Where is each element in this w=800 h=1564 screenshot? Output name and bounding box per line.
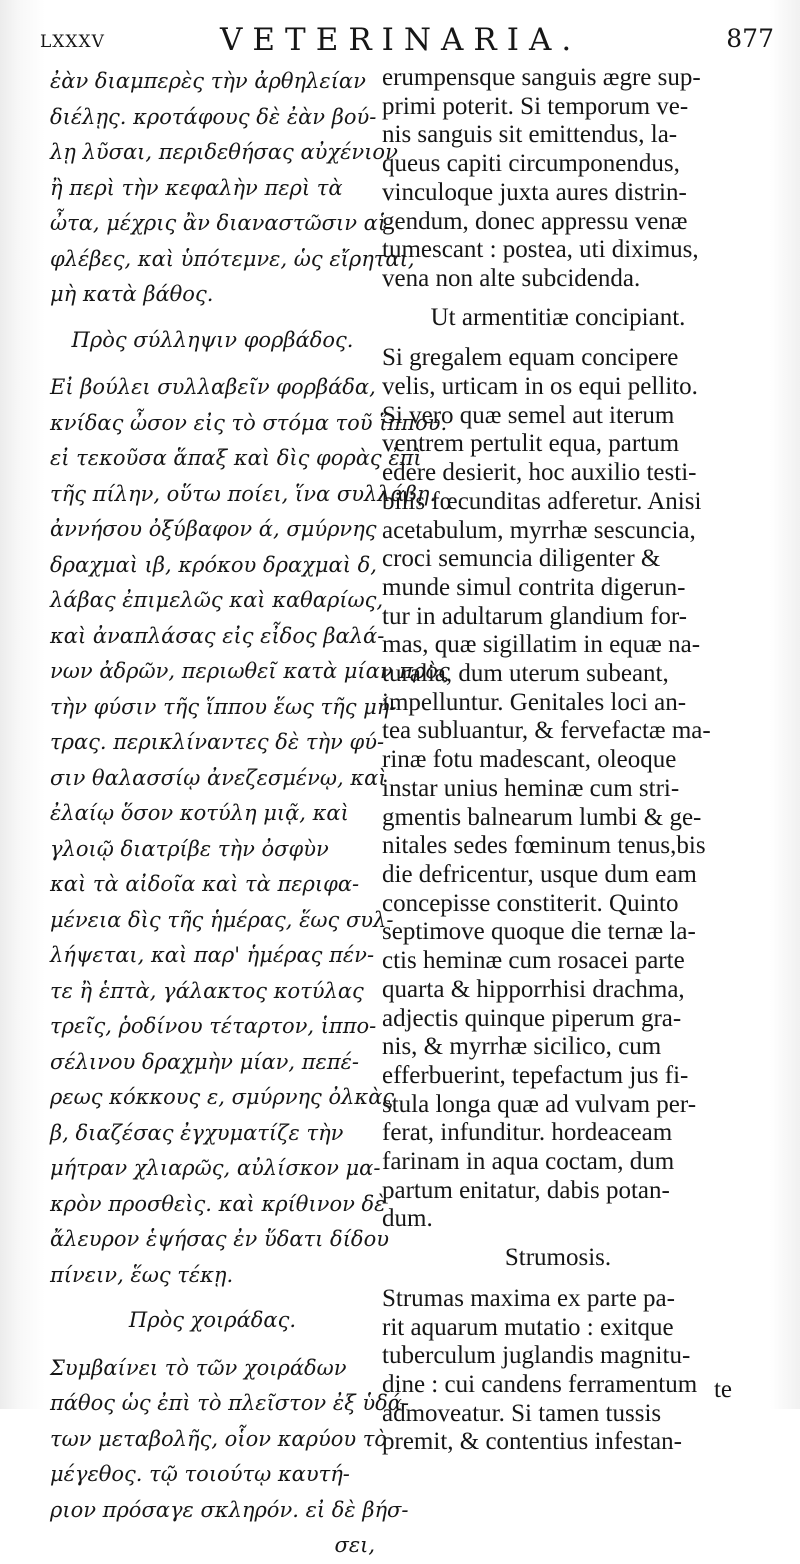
- text-line: mas, quæ sigillatim in equæ na-: [382, 631, 701, 659]
- text-line: λήψεται, καὶ παρ' ἡμέρας πέν-: [50, 943, 375, 967]
- text-line: quarta & hipporrhisi drachma,: [382, 975, 685, 1003]
- text-line: tea subluantur, & fervefactæ ma-: [382, 717, 711, 745]
- text-line: πίνειν, ἕως τέκῃ.: [50, 1262, 234, 1287]
- text-line: queus capiti circumponendus,: [382, 150, 680, 178]
- text-line: Si vero quæ semel aut iterum: [382, 401, 675, 429]
- text-line: τὴν φύσιν τῆς ἵππου ἕως τῆς μή-: [50, 694, 397, 719]
- text-line: ἢ περὶ τὴν κεφαλὴν περὶ τὰ: [50, 175, 343, 200]
- running-title: VETERINARIA.: [220, 22, 582, 58]
- text-line: Si gregalem equam concipere: [382, 344, 679, 372]
- folio-number: LXXXV: [40, 32, 105, 52]
- text-line: nis sanguis sit emittendus, la-: [382, 121, 678, 149]
- text-line: nitales sedes fœminum tenus,bis: [382, 832, 706, 860]
- text-line: tuberculum juglandis magnitu-: [382, 1342, 691, 1370]
- text-line: μένεια δὶς τῆς ἡμέρας, ἕως συλ-: [50, 907, 394, 932]
- text-line: τῆς πίλην, οὕτω ποίει, ἵνα συλλάβῃ.: [50, 481, 437, 506]
- text-line: dine : cui candens ferramentum: [382, 1370, 698, 1398]
- text-line: rit aquarum mutatio : exitque: [382, 1313, 674, 1341]
- text-line: σιν θαλασσίῳ ἀνεζεσμένῳ, καὶ: [50, 765, 387, 790]
- latin-column: [382, 64, 734, 1457]
- text-line: ἐλαίῳ ὅσον κοτύλη μιᾷ, καὶ: [50, 801, 349, 825]
- greek-heading-scrofula: Πρὸς χοιράδας.: [128, 1308, 297, 1332]
- text-line: καὶ ἀναπλάσας εἰς εἶδος βαλά-: [50, 623, 385, 648]
- latin-paragraph-1: [382, 64, 734, 294]
- page-header: [40, 20, 782, 60]
- text-line: gendum, donec appressu venæ: [382, 207, 688, 235]
- text-line: μὴ κατὰ βάθος.: [50, 282, 214, 306]
- text-line: ferat, infunditur. hordeaceam: [382, 1119, 673, 1147]
- latin-paragraph-3: [382, 1285, 734, 1457]
- text-line: λάβας ἐπιμελῶς καὶ καθαρίως,: [50, 588, 384, 612]
- text-line: γλοιῷ διατρίβε τὴν ὀσφὺν: [50, 836, 329, 861]
- text-line: admoveatur. Si tamen tussis: [382, 1399, 662, 1427]
- text-line: rinæ fotu madescant, oleoque: [382, 746, 677, 774]
- text-line: dum.: [382, 1205, 433, 1233]
- latin-heading-strumosis: Strumosis.: [504, 1244, 612, 1272]
- text-line: β, διαζέσας ἐγχυματίζε τὴν: [50, 1120, 344, 1145]
- text-line: gmentis balnearum lumbi & ge-: [382, 803, 702, 831]
- text-line: premit, & contentius infestan-: [382, 1428, 682, 1456]
- text-line: erumpensque sanguis ægre sup-: [382, 64, 701, 91]
- text-line: nis, & myrrhæ sicilico, cum: [382, 1033, 662, 1061]
- greek-heading-conception: Πρὸς σύλληψιν φορβάδος.: [71, 327, 354, 352]
- text-line: instar unius heminæ cum stri-: [382, 774, 680, 802]
- text-line: tumescant : postea, uti diximus,: [382, 236, 699, 264]
- text-line: farinam in aqua coctam, dum: [382, 1148, 675, 1176]
- text-line: ἄλευρον ἑψήσας ἐν ὕδατι δίδου: [50, 1227, 389, 1251]
- text-line: εἰ τεκοῦσα ἅπαξ καὶ δὶς φορὰς ἐπὶ: [50, 446, 422, 470]
- text-line: acetabulum, myrrhæ sescuncia,: [382, 516, 696, 544]
- text-line: stula longa quæ ad vulvam per-: [382, 1090, 697, 1118]
- text-line: πάθος ὡς ἐπὶ τὸ πλεῖστον ἐξ ὑδά-: [50, 1391, 410, 1415]
- text-line: ctis heminæ cum rosacei parte: [382, 947, 685, 975]
- text-line: ἐὰν διαμπερὲς τὴν ἀρθηλείαν: [50, 69, 366, 93]
- text-line: vena non alte subcidenda.: [382, 264, 641, 292]
- text-line: croci semuncia diligenter &: [382, 545, 661, 573]
- text-line: ventrem pertulit equa, partum: [382, 430, 680, 458]
- text-line: septimove quoque die ternæ la-: [382, 918, 696, 946]
- text-line: δραχμαὶ ιβ, κρόκου δραχμαὶ δ,: [50, 552, 377, 577]
- text-line: partum enitatur, dabis potan-: [382, 1176, 670, 1204]
- greek-paragraph-3: [50, 1351, 410, 1564]
- text-line: λῃ λῦσαι, περιδεθήσας αὐχένιον: [50, 140, 398, 164]
- text-line: turalia, dum uterum subeant,: [382, 660, 669, 688]
- text-line: σέλινου δραχμὴν μίαν, πεπέ-: [50, 1049, 359, 1074]
- text-line: efferbuerint, tepefactum jus fi-: [382, 1061, 689, 1089]
- text-line: ρεως κόκκους ε, σμύρνης ὀλκὰς: [50, 1085, 395, 1109]
- greek-paragraph-1: [50, 64, 415, 313]
- text-line: σει,: [334, 1533, 375, 1557]
- text-line: τε ἢ ἑπτὰ, γάλακτος κοτύλας: [50, 978, 364, 1003]
- latin-paragraph-2: [382, 344, 734, 1234]
- text-line: κνίδας ὦσον εἰς τὸ στόμα τοῦ ἵππου.: [50, 410, 448, 435]
- text-line: concepisse constiterit. Quinto: [382, 889, 679, 917]
- text-line: primi poterit. Si temporum ve-: [382, 92, 689, 120]
- text-line: Εἰ βούλει συλλαβεῖν φορβάδα,: [50, 375, 376, 399]
- text-line: μέγεθος. τῷ τοιούτῳ καυτή-: [50, 1462, 350, 1486]
- text-line: Strumas maxima ex parte pa-: [382, 1284, 675, 1312]
- text-line: τρεῖς, ῥοδίνου τέταρτον, ἱππο-: [50, 1014, 377, 1038]
- text-line: των μεταβολῆς, οἷον καρύου τὸ: [50, 1426, 388, 1451]
- text-line: die defricentur, usque dum eam: [382, 860, 697, 888]
- text-line: tur in adultarum glandium for-: [382, 602, 687, 630]
- text-line: μήτραν χλιαρῶς, αὐλίσκον μα-: [50, 1156, 381, 1180]
- text-line: munde simul contrita digerun-: [382, 573, 686, 601]
- text-line: ἀννήσου ὀξύβαφον ά, σμύρνης: [50, 517, 377, 541]
- text-line: impelluntur. Genitales loci an-: [382, 688, 687, 716]
- text-line: τρας. περικλίναντες δὲ τὴν φύ-: [50, 730, 385, 754]
- page-number: 877: [726, 24, 774, 53]
- text-line: edere desierit, hoc auxilio testi-: [382, 459, 697, 487]
- text-line: ριον πρόσαγε σκληρόν. εἰ δὲ βήσ-: [50, 1497, 409, 1522]
- text-line: νων ἀδρῶν, περιωθεῖ κατὰ μίαν πρὸς: [50, 659, 450, 683]
- text-line: vinculoque juxta aures distrin-: [382, 178, 687, 206]
- text-line: κρὸν προσθεὶς. καὶ κρίθινον δὲ: [50, 1191, 386, 1216]
- text-line: Συμβαίνει τὸ τῶν χοιράδων: [50, 1355, 347, 1380]
- text-line: φλέβες, καὶ ὑπότεμνε, ὡς εἴρηται,: [50, 246, 415, 271]
- text-line: adjectis quinque piperum gra-: [382, 1004, 682, 1032]
- text-line: bilis fœcunditas adferetur. Anisi: [382, 487, 702, 515]
- latin-heading-conception: Ut armentitiæ concipiant.: [430, 303, 686, 331]
- text-line: διέλῃς. κροτάφους δὲ ἐὰν βού-: [50, 104, 377, 129]
- text-line: καὶ τὰ αἰδοῖα καὶ τὰ περιφα-: [50, 872, 360, 896]
- text-line: ὦτα, μέχρις ἂν διαναστῶσιν αἱ: [50, 211, 387, 235]
- catchword: te: [713, 1376, 732, 1403]
- text-line: velis, urticam in os equi pellito.: [382, 373, 698, 401]
